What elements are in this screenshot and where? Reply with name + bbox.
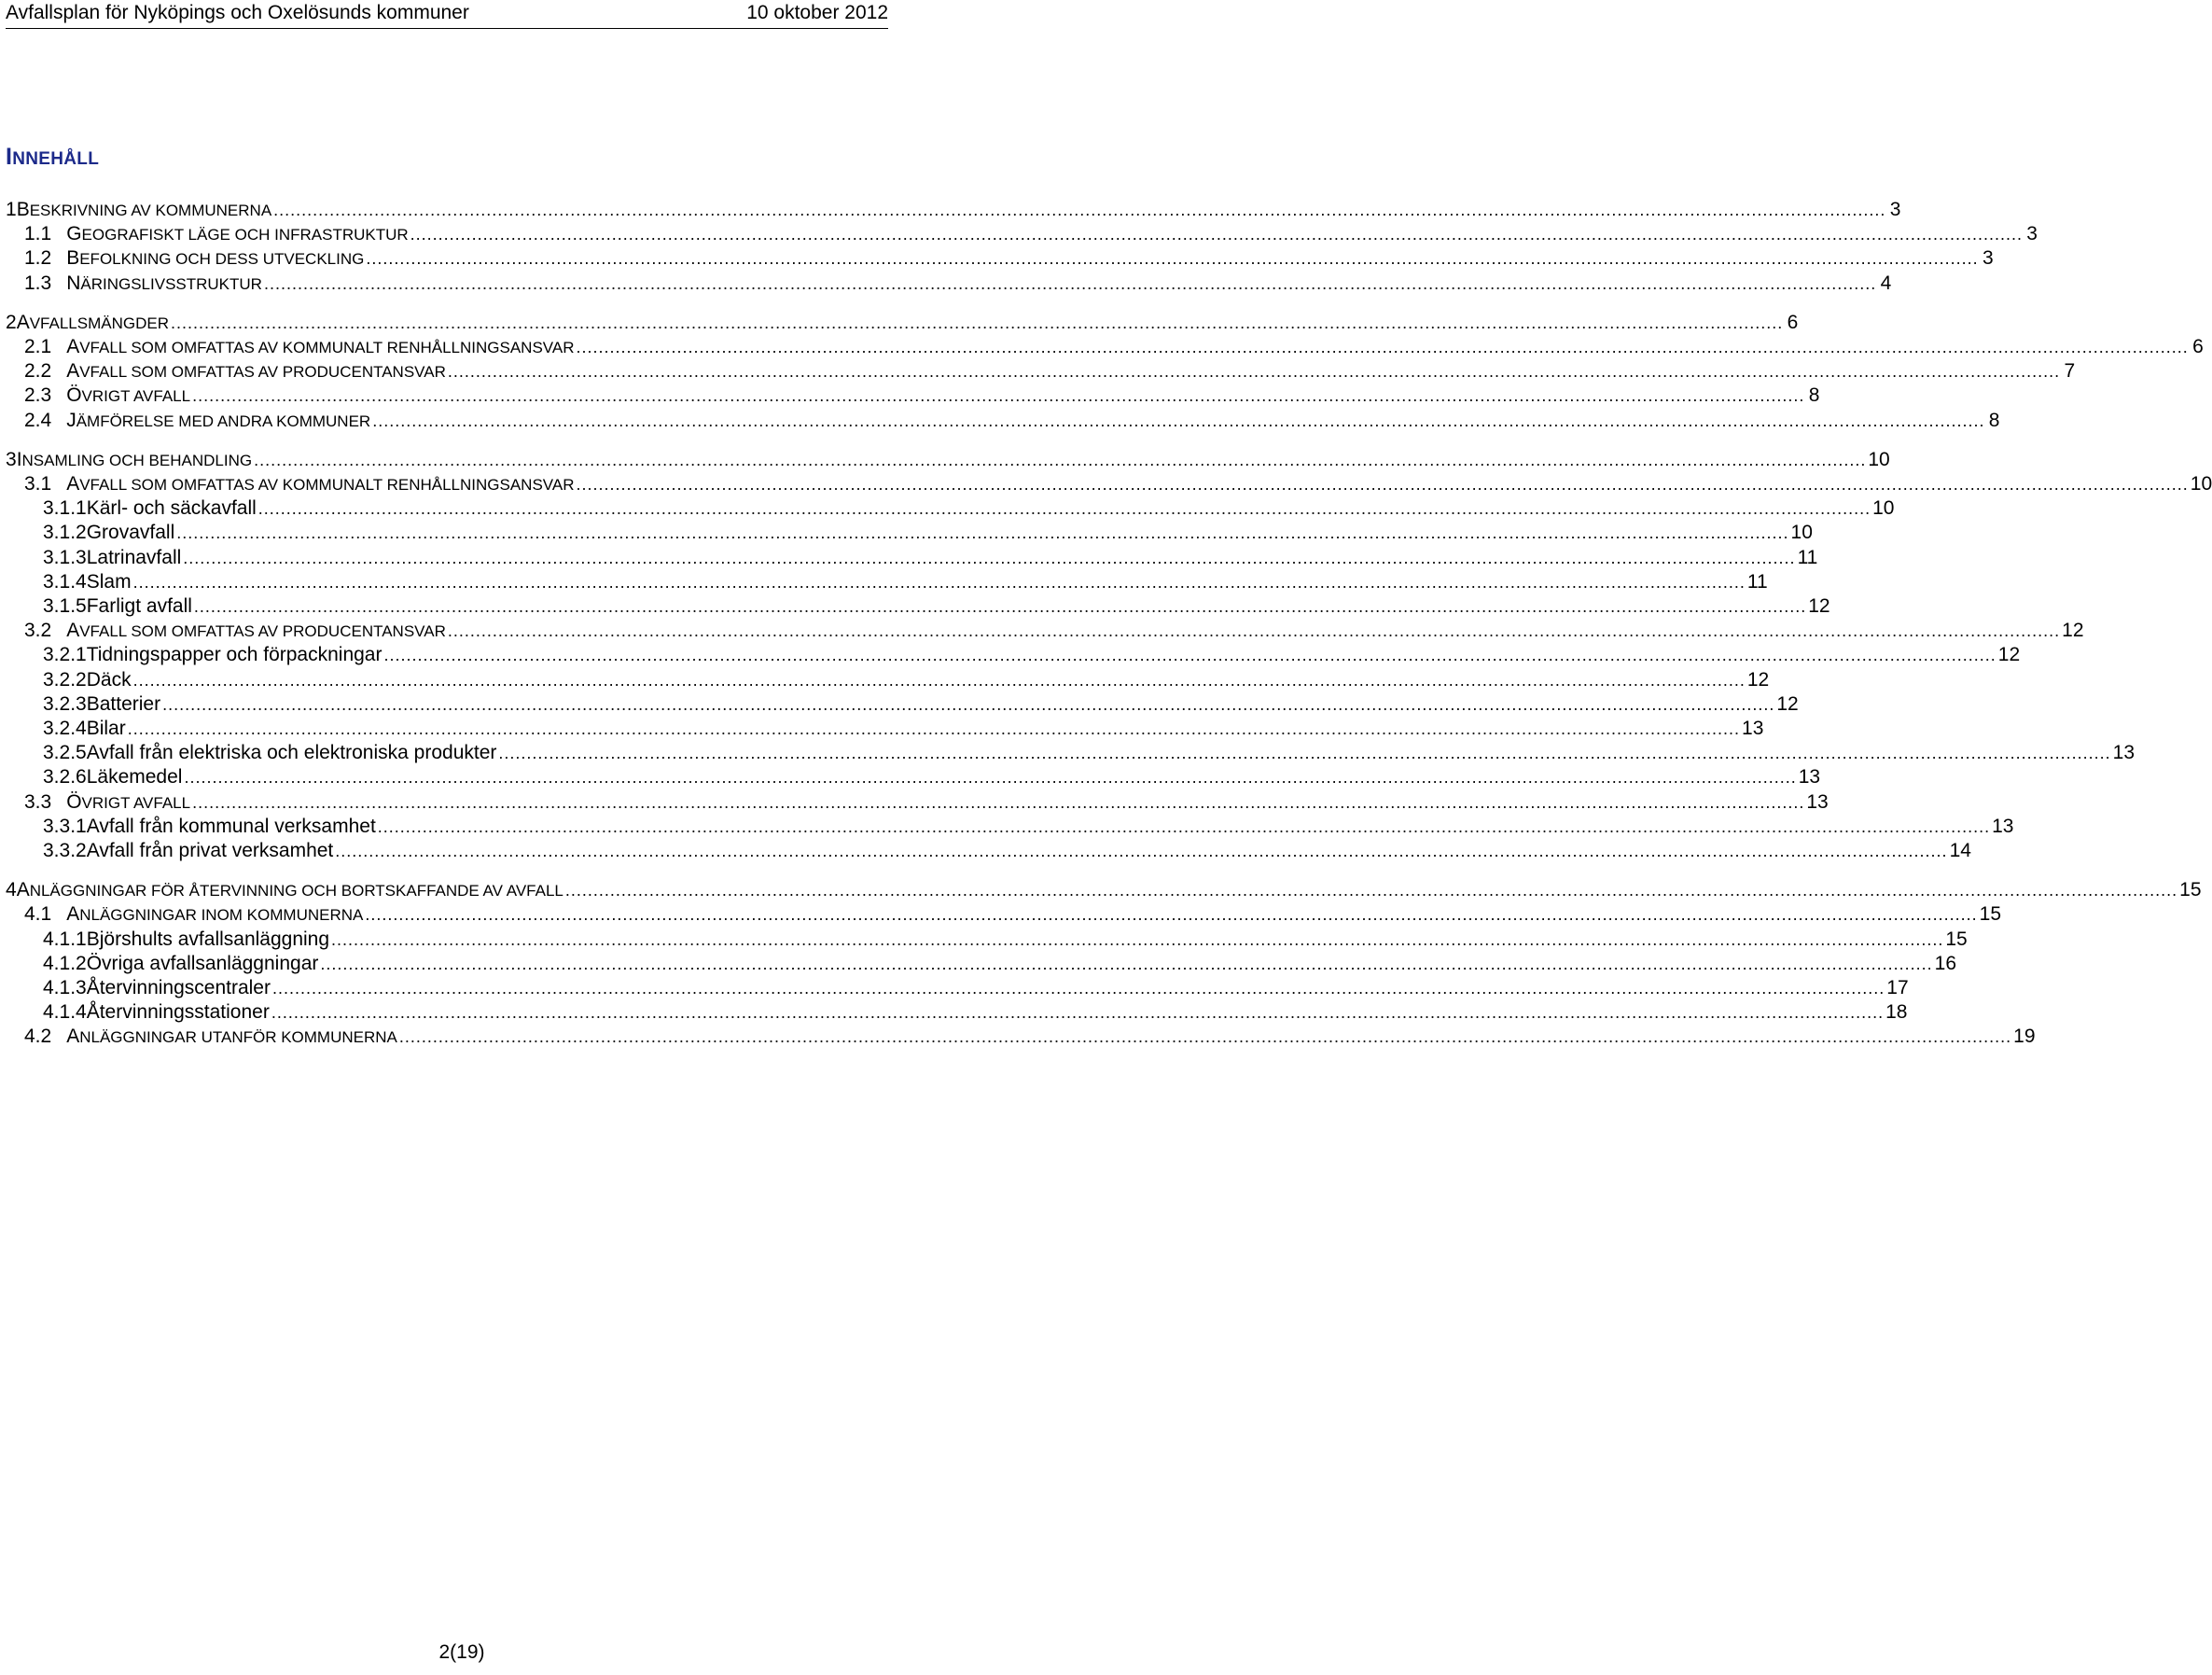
toc-entry-title: Björshults avfallsanläggning: [86, 928, 330, 950]
toc-entry-number: 3.2: [24, 620, 52, 642]
toc-leader-dots: [171, 310, 1783, 336]
toc-entry-page: 8: [1988, 409, 2000, 431]
toc-entry-title: ANLÄGGNINGAR FÖR ÅTERVINNING OCH BORTSKAFFANDE AV AVFALL: [16, 879, 563, 901]
toc-entry-page: 12: [1746, 668, 1770, 691]
toc-entry-page: 10: [1790, 522, 1813, 544]
toc-entry-title: Slam: [86, 570, 132, 593]
toc-entry-page: 17: [1886, 977, 1909, 998]
toc-leader-dots: [273, 197, 1885, 223]
toc-entry-page: 12: [1997, 644, 2021, 666]
toc-entry-number: 2.4: [24, 409, 52, 431]
toc-leader-dots: [128, 716, 1740, 742]
toc-entry-number: 3.1.5: [43, 595, 87, 617]
toc-entry-page: 3: [1889, 199, 1901, 220]
toc-entry-page: 15: [1945, 928, 1968, 950]
toc-entry-page: 7: [2064, 360, 2076, 383]
toc-entry-title: JÄMFÖRELSE MED ANDRA KOMMUNER: [66, 409, 371, 431]
toc-entry-number: 3.3.2: [43, 840, 87, 861]
toc-entry-page: 13: [1742, 718, 1764, 739]
toc-entry[interactable]: [6, 642, 2021, 668]
toc-entry[interactable]: [6, 877, 2202, 903]
toc-entry-number: 1: [6, 199, 17, 220]
toc-entry-title: Latrinavfall: [86, 546, 182, 568]
toc-leader-dots: [335, 838, 1947, 864]
toc-entry[interactable]: [6, 764, 1821, 790]
toc-entry-page: 12: [1776, 692, 1799, 715]
toc-entry-title: AVFALL SOM OMFATTAS AV KOMMUNALT RENHÅLLNINGSANSVAR: [66, 473, 575, 495]
toc-entry[interactable]: [6, 618, 2084, 644]
toc-entry[interactable]: [6, 197, 1901, 223]
toc-entry-number: 4.1.3: [43, 977, 87, 998]
toc-entry-title: Grovavfall: [86, 522, 175, 544]
toc-entry-title: ANLÄGGNINGAR INOM KOMMUNERNA: [66, 903, 364, 926]
toc-entry-title: BESKRIVNING AV KOMMUNERNA: [16, 199, 272, 220]
toc-entry-number: 3.1: [24, 473, 52, 495]
toc-entry-page: 10: [2190, 473, 2212, 495]
toc-entry-title: AVFALLSMÄNGDER: [16, 311, 169, 333]
toc-entry-title: AVFALL SOM OMFATTAS AV PRODUCENTANSVAR: [66, 360, 446, 383]
toc-entry-page: 13: [1806, 790, 1829, 813]
toc-entry-number: 3.2.6: [43, 766, 87, 789]
toc-entry-page: 11: [1797, 546, 1818, 568]
toc-entry-number: 3.1.1: [43, 497, 87, 520]
toc-entry-title: INSAMLING OCH BEHANDLING: [16, 448, 253, 470]
toc-heading: [6, 143, 99, 174]
toc-entry-title: ANLÄGGNINGAR UTANFÖR KOMMUNERNA: [66, 1026, 397, 1048]
toc-entry-number: 1.3: [24, 272, 52, 294]
toc-entry[interactable]: [6, 975, 1909, 1001]
toc-entry[interactable]: [6, 408, 2000, 434]
toc-entry[interactable]: [6, 447, 1890, 473]
toc-entry-title: Avfall från elektriska och elektroniska produkter: [86, 742, 497, 764]
toc-entry-page: 18: [1885, 1001, 1908, 1024]
toc-entry[interactable]: [6, 545, 1818, 571]
toc-entry-title: NÄRINGSLIVSSTRUKTUR: [66, 272, 262, 294]
toc-entry[interactable]: [6, 814, 2014, 840]
toc-leader-dots: [272, 975, 1885, 1001]
toc-entry-number: 3.2.1: [43, 644, 87, 666]
toc-entry[interactable]: [6, 245, 1994, 272]
toc-entry-title: Återvinningscentraler: [86, 977, 271, 998]
toc-entry[interactable]: [6, 471, 2212, 497]
toc-leader-dots: [331, 927, 1943, 953]
toc-entry[interactable]: [6, 716, 1764, 742]
toc-leader-dots: [133, 667, 1746, 693]
toc-entry-title: Övriga avfallsanläggningar: [86, 952, 319, 974]
toc-entry[interactable]: [6, 569, 1768, 595]
toc-entry-number: 3.3.1: [43, 815, 87, 837]
toc-entry-number: 4.1.1: [43, 928, 87, 950]
toc-entry-title: Batterier: [86, 692, 161, 715]
toc-leader-dots: [254, 447, 1866, 473]
toc-entry[interactable]: [6, 1024, 2036, 1050]
toc-leader-dots: [448, 618, 2060, 644]
toc-entry-page: 3: [1982, 247, 1994, 270]
toc-entry-number: 3.1.4: [43, 570, 87, 593]
toc-entry-number: 3.2.5: [43, 742, 87, 764]
toc-entry-page: 10: [1868, 448, 1890, 470]
toc-entry-page: 15: [1979, 903, 2001, 926]
toc-entry[interactable]: [6, 496, 1895, 522]
toc-entry-page: 3: [2026, 223, 2038, 245]
toc-heading-initial: I: [6, 144, 13, 170]
toc-leader-dots: [133, 569, 1746, 595]
toc-leader-dots: [399, 1024, 2011, 1050]
toc-leader-dots: [162, 691, 1774, 718]
toc-leader-dots: [184, 764, 1796, 790]
toc-entry[interactable]: [6, 310, 1799, 336]
toc-entry-title: AVFALL SOM OMFATTAS AV PRODUCENTANSVAR: [66, 620, 446, 642]
toc-entry-page: 8: [1808, 384, 1820, 407]
page-number: 2(19): [438, 1641, 485, 1663]
toc-entry-number: 2.3: [24, 384, 52, 407]
toc-leader-dots: [378, 814, 1990, 840]
toc-entry[interactable]: [6, 740, 2135, 766]
toc-entry-number: 4: [6, 879, 17, 901]
toc-entry-page: 11: [1746, 570, 1768, 593]
toc-entry-number: 3: [6, 448, 17, 470]
toc-entry-page: 6: [1787, 311, 1799, 333]
toc-entry-title: Farligt avfall: [86, 595, 192, 617]
toc-entry-title: Tidningspapper och förpackningar: [86, 644, 383, 666]
toc-heading-rest: NNEHÅLL: [12, 149, 100, 169]
toc-entry-title: Avfall från kommunal verksamhet: [86, 815, 376, 837]
toc-leader-dots: [410, 221, 2023, 247]
toc-entry[interactable]: [6, 520, 1813, 546]
toc-leader-dots: [366, 245, 1978, 272]
toc-entry-number: 3.3: [24, 790, 52, 813]
toc-entry-page: 13: [1798, 766, 1821, 789]
toc-entry[interactable]: [6, 789, 1829, 816]
toc-entry[interactable]: [6, 593, 1830, 620]
toc-leader-dots: [194, 593, 1806, 620]
toc-entry-title: ÖVRIGT AVFALL: [66, 790, 191, 813]
toc-leader-dots: [192, 383, 1804, 409]
toc-entry-number: 4.1.4: [43, 1001, 87, 1024]
toc-leader-dots: [383, 642, 1996, 668]
toc-entry[interactable]: [6, 358, 2076, 384]
toc-entry-number: 3.2.3: [43, 692, 87, 715]
toc-entry[interactable]: [6, 927, 1968, 953]
toc-entry-number: 2: [6, 311, 17, 333]
toc-entry-title: GEOGRAFISKT LÄGE OCH INFRASTRUKTUR: [66, 223, 409, 245]
toc-entry-page: 15: [2179, 879, 2202, 901]
toc-entry-title: Kärl- och säckavfall: [86, 497, 257, 520]
toc-entry-title: ÖVRIGT AVFALL: [66, 384, 191, 407]
toc-entry-number: 3.2.2: [43, 668, 87, 691]
toc-entry-page: 6: [2192, 336, 2204, 357]
toc-entry-page: 19: [2013, 1026, 2036, 1048]
toc-entry-page: 13: [1992, 815, 2014, 837]
toc-entry-number: 1.2: [24, 247, 52, 270]
toc-entry-title: Återvinningsstationer: [86, 1001, 270, 1024]
toc-leader-dots: [576, 334, 2188, 360]
toc-leader-dots: [258, 496, 1871, 522]
toc-entry-number: 3.2.4: [43, 718, 87, 739]
toc-leader-dots: [320, 951, 1932, 977]
toc-entry-title: Avfall från privat verksamhet: [86, 840, 334, 861]
toc-entry[interactable]: [6, 951, 1957, 977]
toc-entry-number: 2.2: [24, 360, 52, 383]
toc-entry[interactable]: [6, 999, 1908, 1026]
toc-entry-page: 14: [1949, 840, 1971, 861]
toc-entry[interactable]: [6, 271, 1892, 297]
toc-leader-dots: [176, 520, 1788, 546]
toc-entry-number: 4.1.2: [43, 952, 87, 974]
toc-entry-page: 13: [2112, 742, 2135, 764]
toc-entry-title: Läkemedel: [86, 766, 183, 789]
toc-leader-dots: [565, 877, 2177, 903]
document-title: Avfallsplan för Nyköpings och Oxelösunds kommuner: [6, 2, 469, 23]
toc-entry-page: 16: [1934, 952, 1957, 974]
toc-entry-title: AVFALL SOM OMFATTAS AV KOMMUNALT RENHÅLLNINGSANSVAR: [66, 336, 575, 357]
toc-leader-dots: [576, 471, 2188, 497]
toc-entry[interactable]: [6, 334, 2204, 360]
toc-leader-dots: [183, 545, 1795, 571]
toc-leader-dots: [192, 789, 1804, 816]
toc-entry[interactable]: [6, 383, 1820, 409]
toc-leader-dots: [264, 271, 1876, 297]
toc-leader-dots: [448, 358, 2060, 384]
document-date: 10 oktober 2012: [746, 2, 888, 23]
toc-entry-title: BEFOLKNING OCH DESS UTVECKLING: [66, 247, 365, 270]
toc-entry-title: Däck: [86, 668, 132, 691]
toc-entry-number: 1.1: [24, 223, 52, 245]
toc-leader-dots: [271, 999, 1884, 1026]
toc-entry-number: 2.1: [24, 336, 52, 357]
toc-entry[interactable]: [6, 691, 1799, 718]
toc-entry-page: 12: [1808, 595, 1830, 617]
toc-entry-page: 4: [1880, 272, 1892, 294]
toc-leader-dots: [372, 408, 1984, 434]
toc-entry-number: 4.2: [24, 1026, 52, 1048]
toc-entry[interactable]: [6, 221, 2038, 247]
toc-entry[interactable]: [6, 838, 1971, 864]
toc-leader-dots: [365, 901, 1977, 928]
toc-entry-page: 10: [1872, 497, 1895, 520]
toc-entry-title: Bilar: [86, 718, 126, 739]
toc-entry[interactable]: [6, 667, 1770, 693]
toc-entry-number: 4.1: [24, 903, 52, 926]
toc-entry[interactable]: [6, 901, 2001, 928]
toc-entry-page: 12: [2062, 620, 2084, 642]
toc-entry-number: 3.1.3: [43, 546, 87, 568]
toc-leader-dots: [498, 740, 2110, 766]
toc-entry-number: 3.1.2: [43, 522, 87, 544]
page-header: [6, 0, 888, 29]
